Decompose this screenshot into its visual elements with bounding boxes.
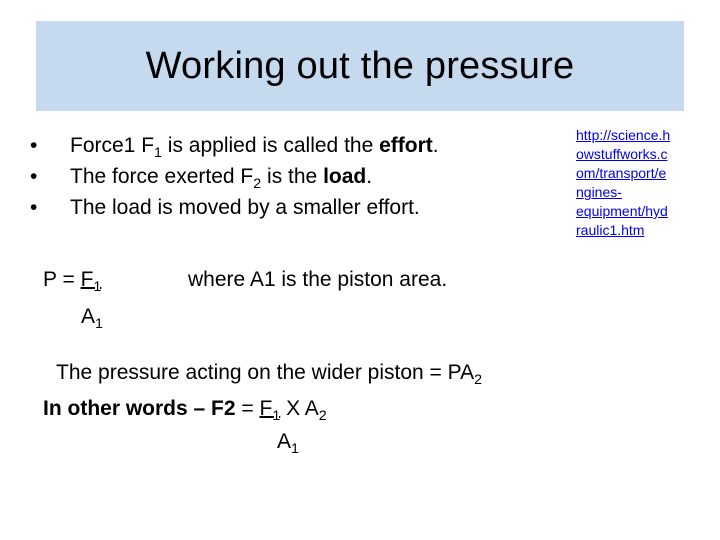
bullet-dot: • (30, 196, 38, 219)
bold-term: effort (379, 134, 433, 157)
other-words-denominator: $A_1$ (277, 430, 299, 457)
bullet-list (28, 130, 548, 223)
slide-title: Working out the pressure (145, 44, 575, 87)
bullet-text: is applied is called the (161, 134, 380, 157)
link-text[interactable]: owstuffworks.c (576, 146, 668, 162)
bullet-dot: • (30, 165, 38, 188)
bullet-load (28, 161, 548, 192)
bullet-dot: • (30, 134, 38, 157)
pressure-formula-numerator (43, 268, 102, 295)
other-words-label: In other words – F2 (43, 397, 242, 420)
formula-lhs: P = (43, 268, 81, 291)
link-text[interactable]: om/transport/e (576, 165, 667, 181)
formula-numerator: $F_1$ (259, 397, 281, 424)
bullet-text: is the (261, 165, 324, 188)
title-bar (36, 21, 684, 111)
pressure-formula-denominator: $A_1$ (81, 305, 103, 332)
link-text[interactable]: raulic1.htm (576, 222, 645, 238)
bullet-text: The force exerted F (70, 165, 254, 188)
bullet-text: . (366, 165, 373, 188)
link-text[interactable]: equipment/hyd (576, 203, 668, 219)
bullet-smaller-effort (28, 192, 548, 223)
bullet-text: . (432, 134, 439, 157)
bullet-text: Force1 F (70, 134, 155, 157)
formula-numerator: $F_1$ (80, 268, 102, 295)
subscript: 1 (154, 144, 162, 161)
howstuffworks-link[interactable] (576, 126, 700, 240)
bullet-text: The load is moved by a smaller effort. (70, 196, 420, 219)
bold-term: load (323, 165, 367, 188)
wider-piston-pressure: The pressure acting on the wider piston = $PA_2$ (56, 361, 483, 388)
link-text[interactable]: ngines- (576, 184, 622, 200)
subscript: 2 (253, 175, 262, 192)
bullet-effort (28, 130, 548, 161)
link-text[interactable]: http://science.h (576, 127, 671, 143)
other-words-formula: In other words – $F2 = F_1$ X $A_2$ (43, 397, 327, 424)
formula-where-note: where A1 is the piston area. (188, 268, 448, 291)
